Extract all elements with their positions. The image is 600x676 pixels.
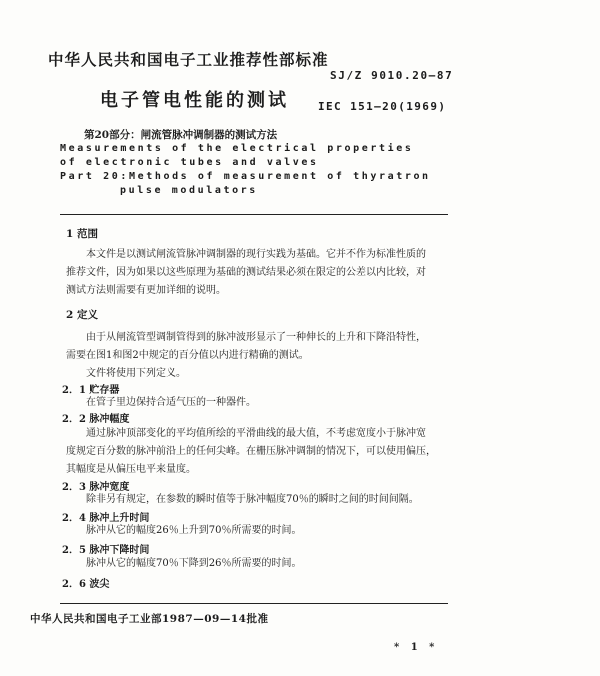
definition-2-5-heading: 2．5 脉冲下降时间	[62, 545, 150, 556]
paragraph-line: 推荐文件，因为如果以这些原理为基础的测试结果必须在限定的公差以内比较，对	[66, 267, 426, 278]
top-divider	[60, 214, 448, 215]
paragraph-line: 需要在图1和图2中规定的百分值以内进行精确的测试。	[66, 350, 309, 361]
definition-2-1-text: 在管子里边保持合适气压的一种器件。	[86, 397, 256, 408]
paragraph-line: 本文件是以测试闸流管脉冲调制器的现行实践为基础。它并不作为标准性质的	[86, 249, 426, 260]
definition-2-2-heading: 2．2 脉冲幅度	[62, 414, 130, 425]
section-2-paragraph	[66, 329, 426, 383]
section-1-paragraph	[66, 246, 426, 300]
standard-title: 中华人民共和国电子工业推荐性部标准	[48, 50, 329, 69]
paragraph-line: 通过脉冲顶部变化的平均值所绘的平滑曲线的最大值，不考虑宽度小于脉冲宽	[86, 428, 426, 439]
standard-code: SJ/Z 9010.20—87	[330, 69, 454, 82]
page-number: * 1 *	[394, 642, 439, 653]
definition-2-5-text: 脉冲从它的幅度70％下降到26％所需要的时间。	[86, 558, 302, 569]
part-title-cn: 第20部分：闸流管脉冲调制器的测试方法	[84, 129, 278, 141]
english-title-line: of electronic tubes and valves	[60, 157, 319, 168]
approval-footer: 中华人民共和国电子工业部1987—09—14批准	[30, 613, 269, 625]
paragraph-line: 由于从闸流管型调制管得到的脉冲波形显示了一种伸长的上升和下降沿特性，	[86, 332, 426, 343]
section-1-heading: 1 范围	[66, 228, 98, 240]
english-title-line: Measurements of the electrical properties	[60, 143, 414, 154]
document-main-title: 电子管电性能的测试	[100, 90, 289, 111]
english-title-line: pulse modulators	[120, 185, 258, 196]
definition-2-4-text: 脉冲从它的幅度26％上升到70％所需要的时间。	[86, 525, 302, 536]
definition-2-4-heading: 2．4 脉冲上升时间	[62, 513, 150, 524]
iec-reference: IEC 151—20(1969)	[318, 100, 447, 113]
definition-2-2-text	[66, 425, 436, 479]
definition-2-3-text: 除非另有规定，在参数的瞬时值等于脉冲幅度70％的瞬时之间的时间间隔。	[86, 494, 419, 505]
paragraph-line: 测试方法则需要有更加详细的说明。	[66, 285, 226, 296]
paragraph-line: 其幅度是从偏压电平来量度。	[66, 464, 196, 475]
definition-2-6-heading: 2．6 波尖	[62, 579, 110, 590]
bottom-divider	[60, 603, 448, 604]
paragraph-line: 度规定百分数的脉冲前沿上的任何尖峰。在栅压脉冲调制的情况下，可以使用偏压，	[66, 446, 436, 457]
section-2-heading: 2 定义	[66, 309, 98, 321]
definition-2-1-heading: 2．1 贮存器	[62, 385, 120, 396]
english-title-line: Part 20:Methods of measurement of thyratron	[60, 171, 431, 182]
paragraph-line: 文件将使用下列定义。	[86, 368, 186, 379]
definition-2-3-heading: 2．3 脉冲宽度	[62, 482, 130, 493]
